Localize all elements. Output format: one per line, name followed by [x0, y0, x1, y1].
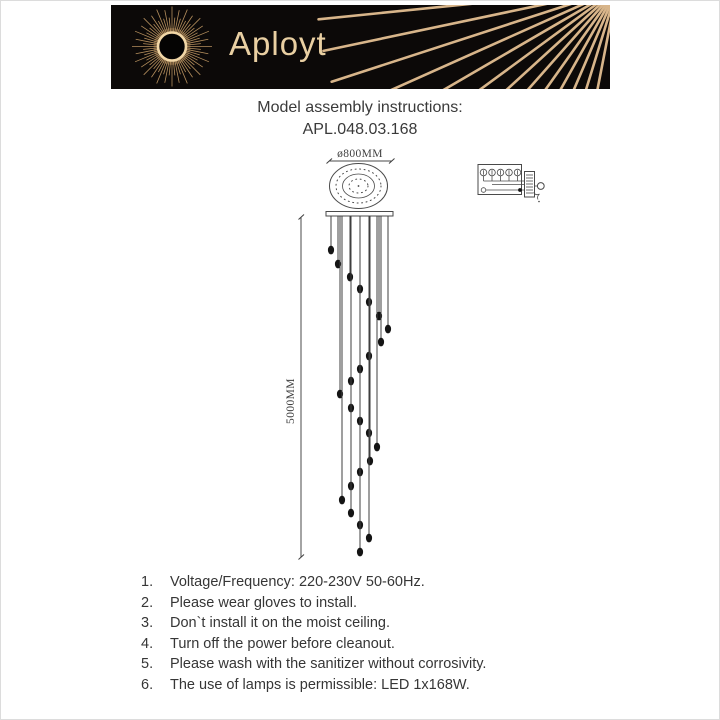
instruction-text: Don`t install it on the moist ceiling.	[170, 615, 391, 631]
pendant-ball	[328, 246, 334, 255]
instruction-item	[141, 613, 611, 634]
instruction-number: 6.	[141, 676, 154, 693]
pendant-ball	[339, 496, 345, 505]
instruction-text: Turn off the power before cleanout.	[170, 635, 395, 652]
instruction-text: Please wear gloves to install.	[170, 594, 357, 611]
ground-screw-icon	[481, 188, 486, 193]
pendant-ball	[357, 548, 363, 557]
driver-box	[525, 172, 535, 198]
pendant-ball	[374, 443, 380, 452]
instructions-list	[141, 572, 611, 695]
pendants-group	[328, 216, 391, 556]
instruction-item	[141, 675, 611, 696]
wiring-diagram	[478, 165, 544, 203]
pendant-ball	[347, 273, 353, 282]
instruction-item	[141, 593, 611, 614]
instruction-item	[141, 572, 611, 593]
diameter-dimension	[327, 148, 395, 164]
canopy-top-view	[330, 164, 388, 209]
instruction-text: The use of lamps is permissible: LED 1x168W.	[170, 676, 470, 693]
instruction-number: 2.	[141, 594, 154, 611]
pendant-ball	[366, 534, 372, 543]
wire-junction-dot	[518, 188, 522, 192]
pendant-ball	[348, 509, 354, 518]
terminal-block	[480, 169, 521, 181]
canopy-side-view	[326, 212, 393, 217]
instruction-number: 5.	[141, 656, 154, 672]
model-number: APL.048.03.168	[302, 120, 418, 138]
instruction-number: 1.	[141, 574, 154, 590]
pendant-ball	[378, 338, 384, 347]
instruction-item	[141, 634, 611, 655]
page-title: Model assembly instructions:	[257, 99, 463, 116]
instruction-number: 4.	[141, 635, 154, 652]
height-dimension	[285, 215, 304, 560]
brand-logo-text: Aployt	[229, 25, 327, 62]
pendant-ball	[385, 325, 391, 334]
diameter-label: ø800MM	[337, 148, 383, 160]
instruction-text: Please wash with the sanitizer without corrosivity.	[170, 656, 487, 672]
height-label: 5000MM	[285, 378, 297, 424]
lamp-symbol-icon	[537, 183, 544, 190]
instruction-text: Voltage/Frequency: 220-230V 50-60Hz.	[170, 574, 425, 590]
instruction-item	[141, 654, 611, 675]
pendant-ball	[367, 457, 373, 466]
instruction-number: 3.	[141, 615, 154, 631]
